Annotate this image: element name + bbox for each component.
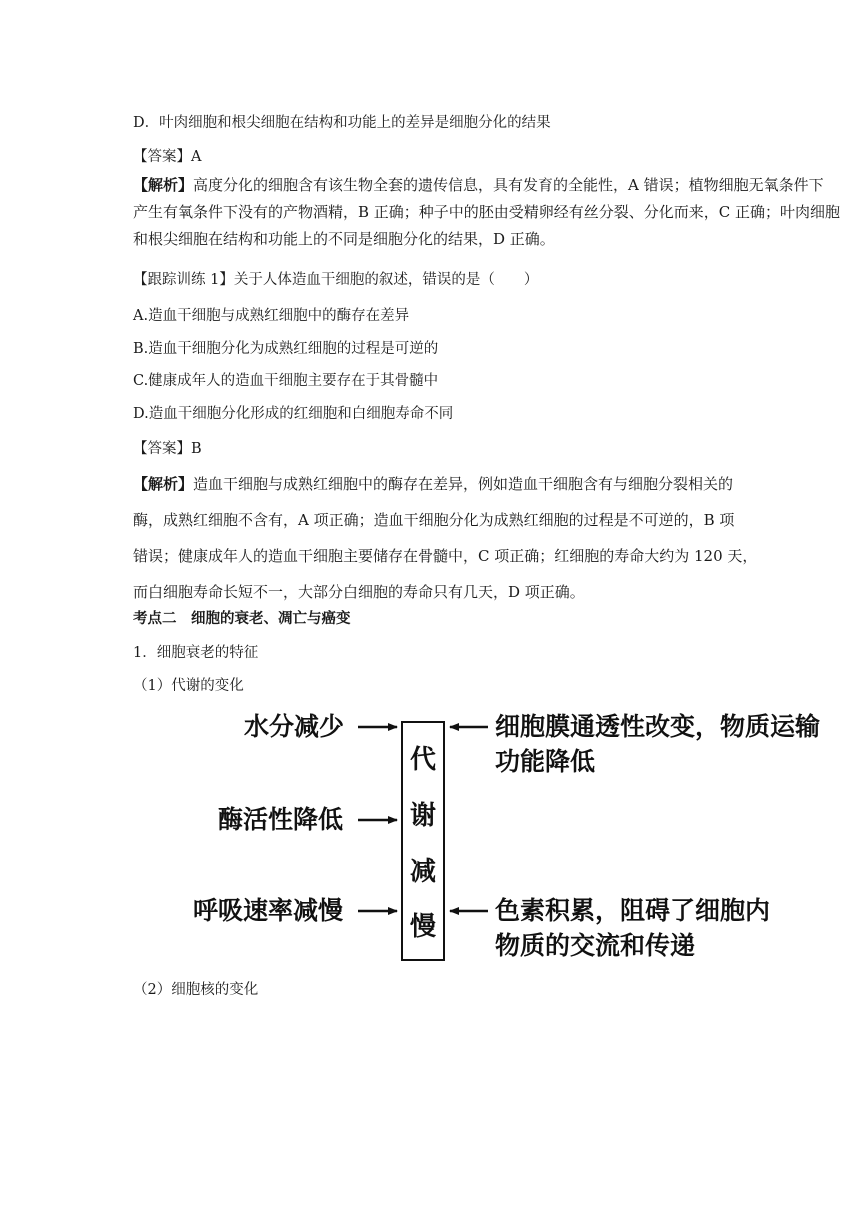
section-subitem: （1）代谢的变化 — [133, 678, 244, 694]
analysis-tag: 【解析】 — [133, 176, 194, 194]
analysis-tag: 【解析】 — [133, 475, 194, 493]
center-char: 慢 — [409, 912, 436, 942]
section-title: 考点二 细胞的衰老、凋亡与癌变 — [133, 610, 351, 627]
metabolism-diagram — [190, 700, 860, 970]
section-subitem: （2）细胞核的变化 — [133, 982, 259, 998]
right-label-pigment-2: 物质的交流和传递 — [495, 931, 696, 960]
practice-option-d: D.造血干细胞分化形成的红细胞和白细胞寿命不同 — [133, 406, 454, 422]
practice-option-c: C.健康成年人的造血干细胞主要存在于其骨髓中 — [133, 373, 439, 389]
analysis-line: 和根尖细胞在结构和功能上的不同是细胞分化的结果，D 正确。 — [133, 230, 555, 248]
analysis-block-2 — [133, 466, 758, 610]
left-label-respiration: 呼吸速率减慢 — [193, 896, 344, 925]
center-char: 谢 — [409, 801, 436, 831]
section-item: 1．细胞衰老的特征 — [133, 645, 259, 661]
practice-option-b: B.造血干细胞分化为成熟红细胞的过程是可逆的 — [133, 341, 439, 357]
answer-label: 【答案】A — [133, 149, 202, 165]
analysis-line: 错误；健康成年人的造血干细胞主要储存在骨髓中，C 项正确；红细胞的寿命大约为 120 天， — [133, 547, 758, 565]
right-label-membrane-1: 细胞膜通透性改变，物质运输 — [495, 712, 821, 741]
left-label-enzyme: 酶活性降低 — [218, 805, 344, 834]
center-box — [401, 721, 445, 961]
right-label-pigment-1: 色素积累，阻碍了细胞内 — [495, 896, 771, 925]
analysis-block — [133, 172, 841, 253]
option-d: D．叶肉细胞和根尖细胞在结构和功能上的差异是细胞分化的结果 — [133, 115, 551, 131]
analysis-line: 造血干细胞与成熟红细胞中的酶存在差异，例如造血干细胞含有与细胞分裂相关的 — [193, 475, 734, 493]
left-label-water: 水分减少 — [244, 712, 345, 741]
analysis-line: 产生有氧条件下没有的产物酒精，B 正确；种子中的胚由受精卵经有丝分裂、分化而来，C 正确；叶肉细胞 — [133, 203, 841, 221]
right-label-membrane-2: 功能降低 — [495, 747, 596, 776]
center-char: 减 — [409, 857, 436, 887]
practice-stem: 【跟踪训练 1】关于人体造血干细胞的叙述，错误的是（ ） — [133, 272, 539, 288]
analysis-line: 酶，成熟红细胞不含有，A 项正确；造血干细胞分化为成熟红细胞的过程是不可逆的，B 项 — [133, 511, 735, 529]
answer-label: 【答案】B — [133, 441, 202, 457]
center-char: 代 — [409, 745, 436, 775]
analysis-line: 高度分化的细胞含有该生物全套的遗传信息，具有发育的全能性，A 错误；植物细胞无氧条件下 — [193, 176, 824, 194]
analysis-line: 而白细胞寿命长短不一，大部分白细胞的寿命只有几天，D 项正确。 — [133, 583, 585, 601]
practice-option-a: A.造血干细胞与成熟红细胞中的酶存在差异 — [133, 308, 410, 324]
